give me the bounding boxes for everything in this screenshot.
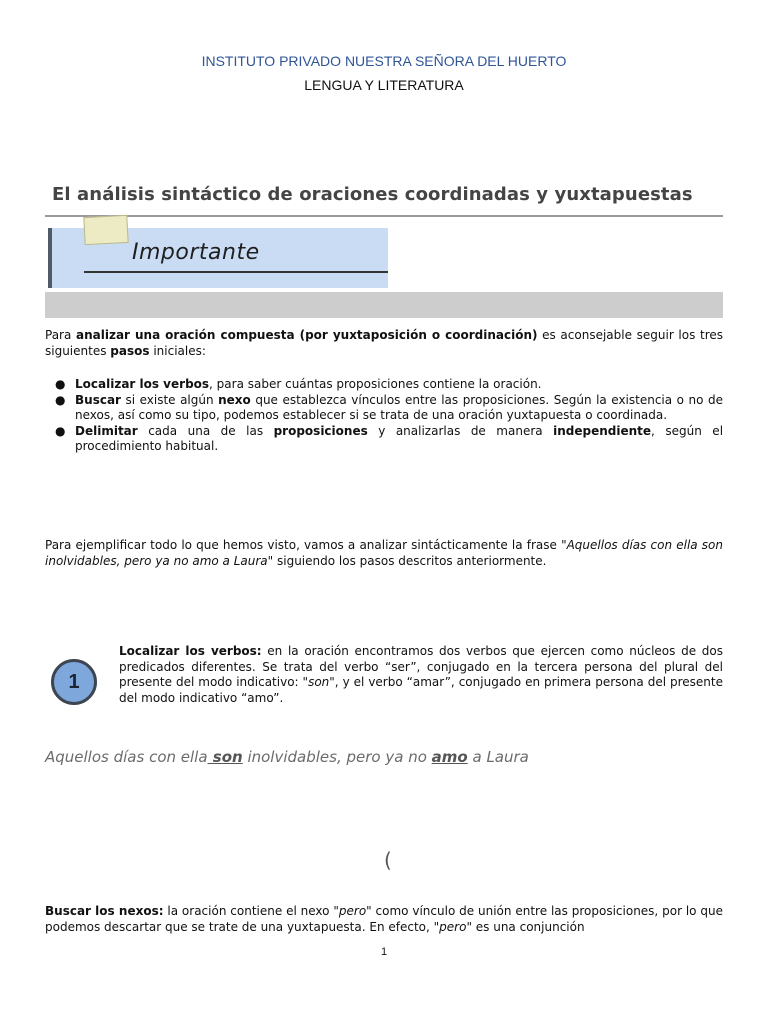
example-intro-paragraph: Para ejemplificar todo lo que hemos visto, vamos a analizar sintácticamente la frase "Aquellos días con ella son inolvidables, pero ya no amo a Laura" siguiendo los pasos descritos anteriormente.	[45, 538, 723, 568]
verb-son: son	[207, 748, 243, 766]
list-item: ● Delimitar cada una de las proposiciones y analizarlas de manera independiente, según el procedimiento habitual.	[55, 423, 724, 453]
document-title: El análisis sintáctico de oraciones coordinadas y yuxtapuestas	[52, 184, 693, 205]
note-tab-icon	[83, 215, 128, 245]
grey-section-bar	[45, 292, 723, 318]
important-label: Importante	[132, 240, 260, 265]
example-sentence: Aquellos días con ella son inolvidables, pero ya no amo a Laura	[45, 748, 529, 766]
title-divider	[45, 215, 723, 217]
step2-paragraph: Buscar los nexos: la oración contiene el nexo "pero" como vínculo de unión entre las proposiciones, por lo que podemos descartar que se trate de una yuxtapuesta. En efecto, "pero" es una conjunción	[45, 904, 723, 934]
bullet-icon: ●	[55, 377, 66, 391]
page-number: 1	[380, 946, 388, 958]
verb-amo: amo	[431, 748, 468, 766]
banner-underline	[84, 271, 388, 273]
bracket-mark: (	[384, 848, 392, 872]
institute-header: INSTITUTO PRIVADO NUESTRA SEÑORA DEL HUERTO	[201, 53, 567, 69]
banner-edge	[48, 228, 52, 288]
bullet-icon: ●	[55, 392, 66, 407]
intro-paragraph: Para analizar una oración compuesta (por yuxtaposición o coordinación) es aconsejable seguir los tres siguientes pasos iniciales:	[45, 328, 723, 358]
step1-paragraph: Localizar los verbos: en la oración encontramos dos verbos que ejercen como núcleos de dos predicados diferentes. Se trata del verbo “ser”, conjugado en la tercera persona del plural del presente del modo indicativo: "son", y el verbo “amar”, conjugado en primera persona del presente del modo indicativo “amo”.	[119, 644, 723, 705]
list-item: ● Localizar los verbos, para saber cuántas proposiciones contiene la oración.	[55, 377, 542, 391]
subject-header: LENGUA Y LITERATURA	[304, 77, 464, 93]
list-item: ● Buscar si existe algún nexo que establezca vínculos entre las proposiciones. Según la existencia o no de nexos, así como su tipo, podemos establecer si se trata de una oración yuxtapuesta o coordinada.	[55, 392, 723, 422]
bullet-icon: ●	[55, 423, 66, 438]
step-number-badge: 1	[51, 659, 97, 705]
steps-list	[45, 377, 723, 455]
